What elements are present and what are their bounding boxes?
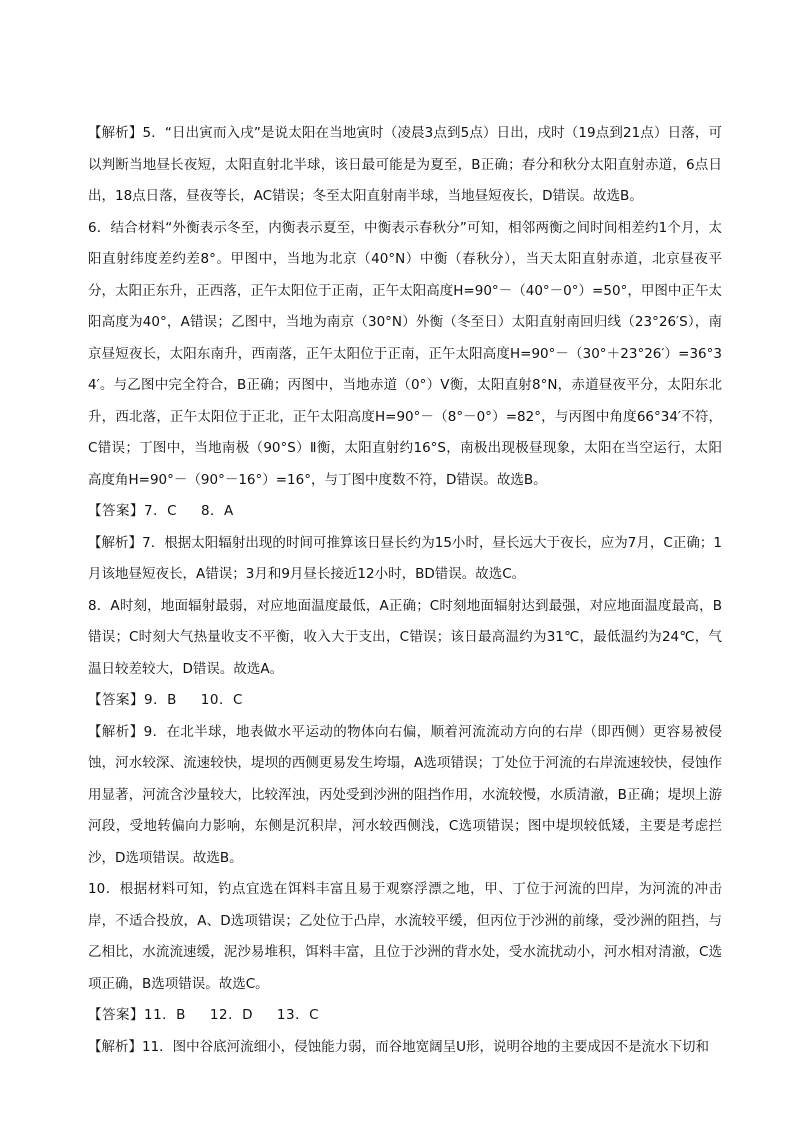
answer-line: 【答案】9．B 10．C (88, 692, 243, 708)
analysis-paragraph: 【解析】11．图中谷底河流细小，侵蚀能力弱，而谷地宽阔呈U形，说明谷地的主要成因不是流水下切和 (88, 1038, 710, 1055)
analysis-paragraph: 8．A时刻，地面辐射最弱，对应地面温度最低，A正确；C时刻地面辐射达到最强，对应地面温度最高，B错误；C时刻大气热量收支不平衡，收入大于支出，C错误；该日最高温约为31℃，最低温约为24℃，气温日较差较大，D错误。故选A。 (88, 597, 722, 677)
answer-line: 【答案】11．B 12．D 13．C (88, 1007, 320, 1023)
analysis-paragraph: 【解析】7．根据太阳辐射出现的时间可推算该日昼长约为15小时，昼长远大于夜长，应为7月，C正确；1月该地昼短夜长，A错误；3月和9月昼长接近12小时，BD错误。故选C。 (88, 534, 722, 582)
document-body (88, 118, 722, 1063)
analysis-paragraph: 6．结合材料“外衡表示冬至，内衡表示夏至，中衡表示春秋分”可知，相邻两衡之间时间相差约1个月，太阳直射纬度差约差8°。甲图中，当地为北京（40°N）中衡（春秋分），当天太阳直射赤道，北京昼夜平分，太阳正东升，正西落，正午太阳位于正南，正午太阳高度H=90°－（40°－0°）=50°，甲图中正午太阳高度为40°，A错误；乙图中，当地为南京（30°N）外衡（冬至日）太阳直射南回归线（23°26′S），南京昼短夜长，太阳东南升，西南落，正午太阳位于正南，正午太阳高度H=90°－（30°＋23°26′）=36°34′。与乙图中完全符合，B正确；丙图中，当地赤道（0°）Ⅴ衡，太阳直射8°N，赤道昼夜平分，太阳东北升，西北落，正午太阳位于正北，正午太阳高度H=90°－（8°－0°）=82°，与丙图中角度66°34′不符，C错误；丁图中，当地南极（90°S）Ⅱ衡，太阳直射约16°S，南极出现极昼现象，太阳在当空运行，太阳高度角H=90°－（90°－16°）=16°，与丁图中度数不符，D错误。故选B。 (88, 219, 722, 488)
answer-line: 【答案】7．C 8．A (88, 503, 234, 519)
analysis-paragraph: 【解析】5．“日出寅而入戌”是说太阳在当地寅时（凌晨3点到5点）日出，戌时（19点到21点）日落，可以判断当地昼长夜短，太阳直射北半球，该日最可能是为夏至，B正确；春分和秋分太阳直射赤道，6点日出，18点日落，昼夜等长，AC错误；冬至太阳直射南半球，当地昼短夜长，D错误。故选B。 (88, 125, 722, 204)
analysis-paragraph: 10．根据材料可知，钓点宜选在饵料丰富且易于观察浮漂之地，甲、丁位于河流的凹岸，为河流的冲击岸，不适合投放，A、D选项错误；乙处位于凸岸，水流较平缓，但丙位于沙洲的前缘，受沙洲的阻挡，与乙相比，水流流速缓，泥沙易堆积，饵料丰富，且位于沙洲的背水处，受水流扰动小，河水相对清澈，C选项正确，B选项错误。故选C。 (88, 881, 722, 992)
analysis-paragraph: 【解析】9．在北半球，地表做水平运动的物体向右偏，顺着河流流动方向的右岸（即西侧）更容易被侵蚀，河水较深、流速较快，堤坝的西侧更易发生垮塌，A选项错误；丁处位于河流的右岸流速较快，侵蚀作用显著，河流含沙量较大，比较浑浊，丙处受到沙洲的阻挡作用，水流较慢，水质清澈，B正确；堤坝上游河段，受地转偏向力影响，东侧是沉积岸，河水较西侧浅，C选项错误；图中堤坝较低矮，主要是考虑拦沙，D选项错误。故选B。 (88, 723, 722, 866)
